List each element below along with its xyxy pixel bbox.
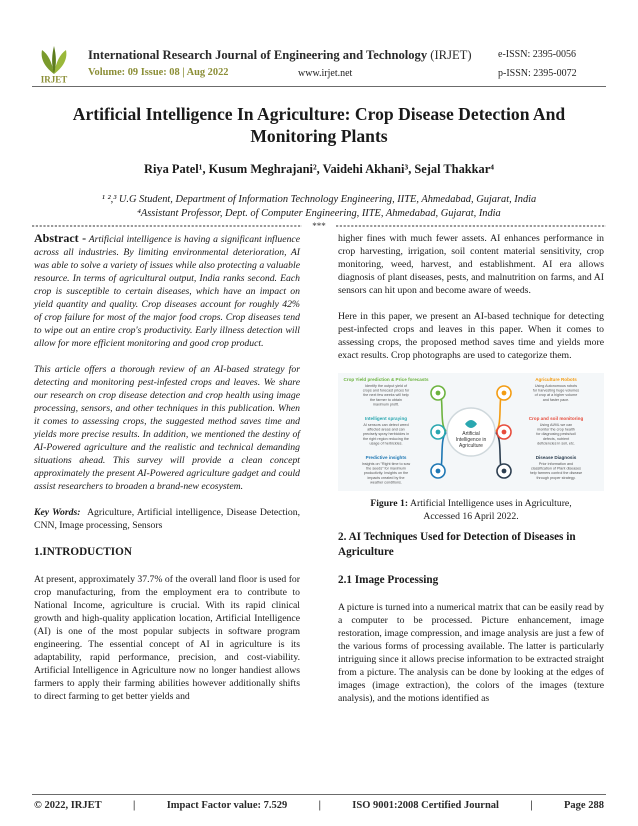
topic-icon-dot — [436, 430, 441, 435]
p-issn: p-ISSN: 2395-0072 — [498, 68, 577, 79]
intro-p1: At present, approximately 37.7% of the overall land floor is used for crop manufacturing, from the employment era to contribute to National Income, agriculture is crucial. With its rapid clinical growth and high-quality application location, Artificial Intelligence (AI) is one of the most popular subjects in software program engineering. The essential concept of AI in agriculture is its adaptability, rapid performance, precision, and cost-viability. Artificial Intelligence in Agriculture now no longer handiest allows farmers to apply their farming abilities however additionally shifts to direct farming to get better yields and — [34, 574, 300, 702]
abstract-p1 — [34, 232, 300, 350]
left-box-line: impacts created by the — [367, 475, 405, 480]
topic-icon-dot — [502, 430, 507, 435]
footer-separator: | — [318, 800, 321, 811]
journal-title — [88, 48, 472, 63]
left-box-line: the next few weeks will help — [363, 393, 409, 398]
irjet-logo — [34, 44, 74, 84]
right-box-line: classification of Plant diseases — [530, 466, 582, 471]
intro-p2: Here in this paper, we present an AI-based technique for detecting pest-infected crops and leaves in this paper. When it comes to assessing crops, the proposed method saves time and yields more exact results. Crop photographs are used to categorize them. — [338, 311, 604, 361]
right-box-line: monitor the crop health — [537, 427, 575, 432]
footer — [34, 800, 604, 811]
journal-abbr: (IRJET) — [430, 48, 472, 62]
footer-divider — [32, 794, 606, 795]
footer-impact-factor: Impact Factor value: 7.529 — [166, 800, 288, 811]
right-box-title: Disease Diagnosis — [535, 455, 577, 460]
volume-info: Volume: 09 Issue: 08 | Aug 2022 — [88, 67, 229, 78]
right-box-line: for diagnosing pests/soil — [536, 432, 576, 437]
right-box-line: deficiencies in soil, etc. — [537, 441, 575, 446]
left-box-line: maximum profit. — [372, 402, 400, 407]
left-box-line: precisely spray herbicides in — [362, 432, 410, 437]
right-box-line: through proper strategy. — [536, 475, 576, 480]
left-box-line: productivity. Insights on the — [363, 471, 409, 476]
left-box-line: Identify the output yield of — [364, 384, 408, 388]
logo-text: IRJET — [40, 74, 68, 84]
left-box-line: weather conditions. — [370, 480, 402, 485]
figure-ai-agriculture — [338, 373, 604, 491]
center-label-2: Intelligence in — [455, 437, 487, 443]
journal-title-text: International Research Journal of Engineering and Technology — [88, 48, 428, 62]
left-box-line: Insights on "Right time to sow — [361, 462, 411, 466]
keywords-label: Key Words — [34, 507, 78, 518]
keywords: Key Words: Agriculture, Artificial intelligence, Disease Detection, CNN, Image processing, Sensors — [34, 507, 300, 531]
left-box-title: Predictive insights — [365, 455, 407, 460]
topic-icon-dot — [436, 391, 441, 396]
center-label-3: Agriculture — [459, 443, 483, 449]
figure-caption-text: Artificial Intelligence uses in Agriculture, — [409, 498, 572, 509]
right-box-line: Using AI/ML we can — [539, 423, 573, 427]
right-box-line: defects, nutrient — [542, 436, 570, 441]
left-box-line: the seeds" for maximum — [366, 466, 406, 471]
left-box-title: Intelligent spraying — [364, 416, 408, 421]
article-title — [40, 103, 598, 147]
section-separator — [32, 222, 606, 230]
topic-icon-dot — [502, 469, 507, 474]
right-box-line: of crop at a higher volume — [534, 393, 578, 398]
title-line-1: Artificial Intelligence In Agriculture: Crop Disease Detection And — [72, 104, 566, 124]
abstract-p2: This article offers a thorough review of an AI-based strategy for detecting and monitoring pest-infested crops and leaves. We share our research on crop disease detection and crop health using image processing, sensors, and other techniques in this publication. When it comes to assessing crops, the suggested method saves time and yields more precise results. In addition, we mentioned the destiny of AI-Powered agriculture and the realistic and technical demanding situations ahead. This survey will provide a clean concept approximately the present AI-Powered agriculture gadget and could assist researchers to broaden a brand-new ecosystem. — [34, 364, 300, 492]
left-box-line: the farmer to obtain — [370, 397, 402, 402]
right-box-line: Prior information and — [538, 462, 574, 466]
right-column — [338, 232, 604, 705]
affiliation-2: ⁴Assistant Professor, Dept. of Computer Engineering, IITE, Ahmedabad, Gujarat, India — [137, 208, 501, 219]
abstract-text-1: Artificial intelligence is having a significant influence across all industries. By limiting environmental deterioration, AI was able to solve a variety of issues while also protecting a valuable resource. In terms of agricultural output, India ranks second. Each crop is susceptible to certain diseases, which have an impact on yield quantity and quality. Crop diseases account for roughly 42% of crop failure for most of the major food crops. Crop diseases tend to wipe out an entire crop's productivity. Early illness detection will allow for more efficient monitoring and good crop product. — [34, 234, 301, 349]
footer-separator: | — [530, 800, 533, 811]
left-column — [34, 232, 300, 703]
left-box-title: Crop Yield prediction & Price forecasts — [343, 377, 429, 382]
authors: Riya Patel¹, Kusum Meghrajani², Vaidehi Akhani³, Sejal Thakkar⁴ — [144, 162, 494, 176]
right-box-line: and faster pace. — [542, 397, 570, 402]
right-box-line: for harvesting huge volumes — [532, 388, 580, 393]
left-box-line: affected areas and can — [367, 427, 405, 432]
left-box-line: usage of herbicides. — [369, 441, 403, 446]
topic-icon-dot — [436, 469, 441, 474]
header-divider — [32, 86, 606, 87]
right-box-line: Using Autonomous robots — [534, 384, 578, 388]
right-box-title: Agriculture Robots — [535, 377, 577, 382]
keywords-text: Agriculture, Artificial intelligence, Disease Detection, CNN, Image processing, Sensors — [34, 507, 300, 531]
left-box-line: AI sensors can detect weed — [363, 423, 409, 427]
left-box-line: the right region reducing the — [363, 436, 409, 441]
intro-heading: 1.INTRODUCTION — [34, 546, 132, 558]
figure-caption-line2: Accessed 16 April 2022. — [423, 511, 519, 522]
section-2-heading: 2. AI Techniques Used for Detection of Diseases in Agriculture — [338, 531, 576, 558]
footer-iso: ISO 9001:2008 Certified Journal — [352, 800, 499, 811]
title-line-2: Monitoring Plants — [250, 126, 388, 146]
section-2-1-heading: 2.1 Image Processing — [338, 574, 439, 586]
figure-caption — [338, 497, 604, 523]
left-box-line: crops and forecast prices for — [362, 388, 410, 393]
footer-page: Page 288 — [564, 800, 604, 811]
figure-caption-label: Figure 1: — [370, 498, 409, 509]
footer-separator: | — [133, 800, 136, 811]
affiliation-1: ¹ ²,³ U.G Student, Department of Information Technology Engineering, IITE, Ahmedabad, Gujarat, India — [101, 194, 537, 205]
footer-copyright: © 2022, IRJET — [34, 800, 102, 811]
leaf-icon — [42, 46, 67, 74]
topic-icon-dot — [502, 391, 507, 396]
right-box-line: help farmers control the disease — [529, 471, 583, 476]
journal-website-link[interactable]: www.irjet.net — [298, 68, 353, 79]
center-label-1: Artificial — [462, 431, 480, 437]
intro-continued: higher fines with much fewer assets. AI enhances performance in crop harvesting, irrigation, soil content material sensitivity, crop monitoring, weed, harvest, and establishment. AI era allows diagnosis of plant diseases, pests, and malnutrition on farms, and AI sensors can hit upon and become aware of weeds. — [338, 233, 604, 296]
right-box-title: Crop and soil monitoring — [528, 416, 584, 421]
separator-mark: *** — [312, 222, 326, 230]
section-2-1-text: A picture is turned into a numerical matrix that can be easily read by a computer to be processed. Picture enhancement, image restoration, image compression, and image analysis are just a few of the various forms of processing available. The latter is particularly intriguing since it allows precise information to be extracted straight from a picture. The analysis can be done by looking at the edges of images (image extraction), the colors of the images (texture analysis), and the motions identified as — [338, 602, 604, 704]
abstract-heading: Abstract - — [34, 231, 87, 245]
e-issn: e-ISSN: 2395-0056 — [498, 49, 577, 60]
